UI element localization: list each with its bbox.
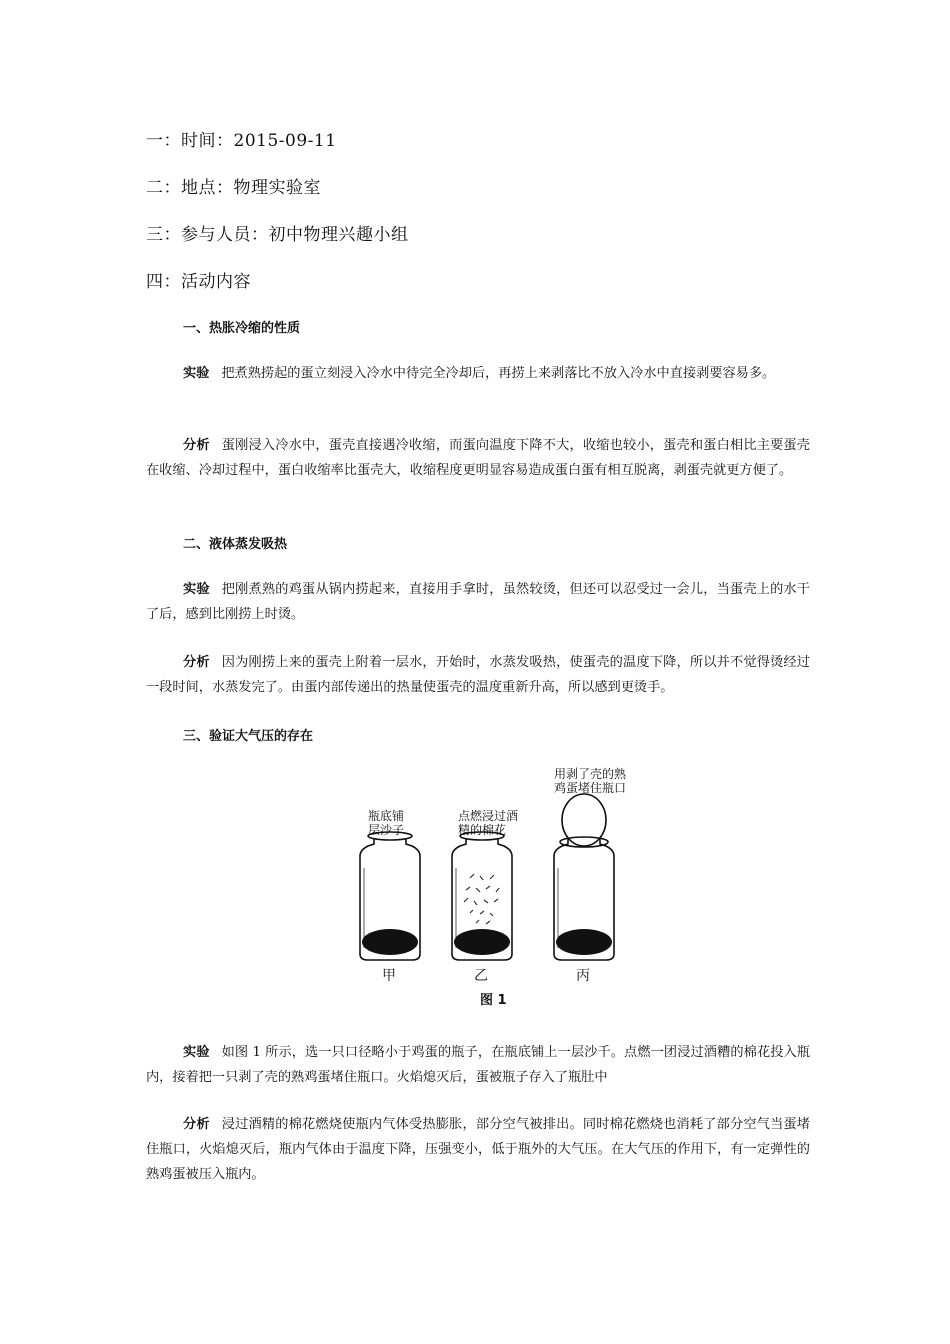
experiment-label: 实验 (183, 1045, 210, 1060)
section-2-title: 二、液体蒸发吸热 (183, 537, 288, 552)
analysis-label: 分析 (183, 438, 210, 453)
jar-3-note-line-2: 鸡蛋堵住瓶口 (554, 781, 627, 795)
section-3-title: 三、验证大气压的存在 (183, 729, 314, 744)
figure-illustration (340, 758, 640, 1008)
experiment-text: 如图 1 所示，选一只口径略小于鸡蛋的瓶子，在瓶底铺上一层沙千。点燃一团浸过酒糟的棉花投入瓶内，接着把一只剥了壳的熟鸡蛋堵住瓶口。火焰熄灭后，蛋被瓶子存入了瓶肚中 (146, 1045, 810, 1085)
section-2-analysis (146, 650, 810, 700)
jar-1 (360, 832, 420, 960)
section-2-experiment (146, 577, 810, 627)
analysis-label: 分析 (183, 655, 210, 670)
header-time: 一：时间：2015-09-11 (146, 131, 337, 151)
jar-1-note-line-2: 层沙子 (368, 823, 405, 837)
jar-3 (554, 794, 614, 960)
burning-cotton (464, 874, 499, 924)
figure-caption: 图 1 (480, 993, 507, 1008)
experiment-text: 把煮熟捞起的蛋立刻浸入冷水中待完全冷却后，再捞上来剥落比不放入冷水中直接剥要容易多。 (221, 366, 776, 381)
jar-2 (452, 832, 512, 960)
section-1-experiment (146, 361, 810, 386)
experiment-label: 实验 (183, 366, 210, 381)
jar-3-note-line-1: 用剥了壳的熟 (554, 767, 627, 781)
jar-3-label: 丙 (576, 968, 590, 984)
header-content: 四：活动内容 (146, 272, 251, 292)
analysis-text: 蛋刚浸入冷水中，蛋壳直接遇冷收缩，而蛋向温度下降不大，收缩也较小，蛋壳和蛋白相比主要蛋壳在收缩、冷却过程中，蛋白收缩率比蛋壳大，收缩程度更明显容易造成蛋白蛋有相互脱离，剥蛋壳就更方便了。 (146, 438, 810, 478)
jar-2-note-line-2: 精的棉花 (458, 823, 507, 837)
experiment-label: 实验 (183, 582, 210, 597)
jar-2-label: 乙 (474, 968, 488, 984)
section-3-analysis (146, 1112, 810, 1187)
figure-1 (340, 758, 640, 1008)
jar-2-note-line-1: 点燃浸过酒 (458, 809, 519, 823)
header-people: 三：参与人员：初中物理兴趣小组 (146, 225, 409, 245)
analysis-text: 浸过酒精的棉花燃烧使瓶内气体受热膨胀，部分空气被排出。同时棉花燃烧也消耗了部分空气当蛋堵住瓶口，火焰熄灭后，瓶内气体由于温度下降，压强变小，低于瓶外的大气压。在大气压的作用下，有一定弹性的熟鸡蛋被压入瓶内。 (146, 1117, 810, 1182)
jar-1-note-line-1: 瓶底铺 (368, 809, 405, 823)
header-place: 二：地点：物理实验室 (146, 178, 321, 198)
section-1-analysis (146, 433, 810, 483)
section-3-experiment (146, 1040, 810, 1090)
jar-1-label: 甲 (382, 968, 396, 984)
analysis-label: 分析 (183, 1117, 210, 1132)
experiment-text: 把刚煮熟的鸡蛋从锅内捞起来，直接用手拿时，虽然较烫，但还可以忍受过一会儿，当蛋壳上的水干了后，感到比刚捞上时烫。 (146, 582, 810, 622)
section-1-title: 一、热胀冷缩的性质 (183, 321, 301, 336)
analysis-text: 因为刚捞上来的蛋壳上附着一层水，开始时，水蒸发吸热，使蛋壳的温度下降，所以并不觉得烫经过一段时间，水蒸发完了。由蛋内部传递出的热量使蛋壳的温度重新升高，所以感到更烫手。 (146, 655, 810, 695)
